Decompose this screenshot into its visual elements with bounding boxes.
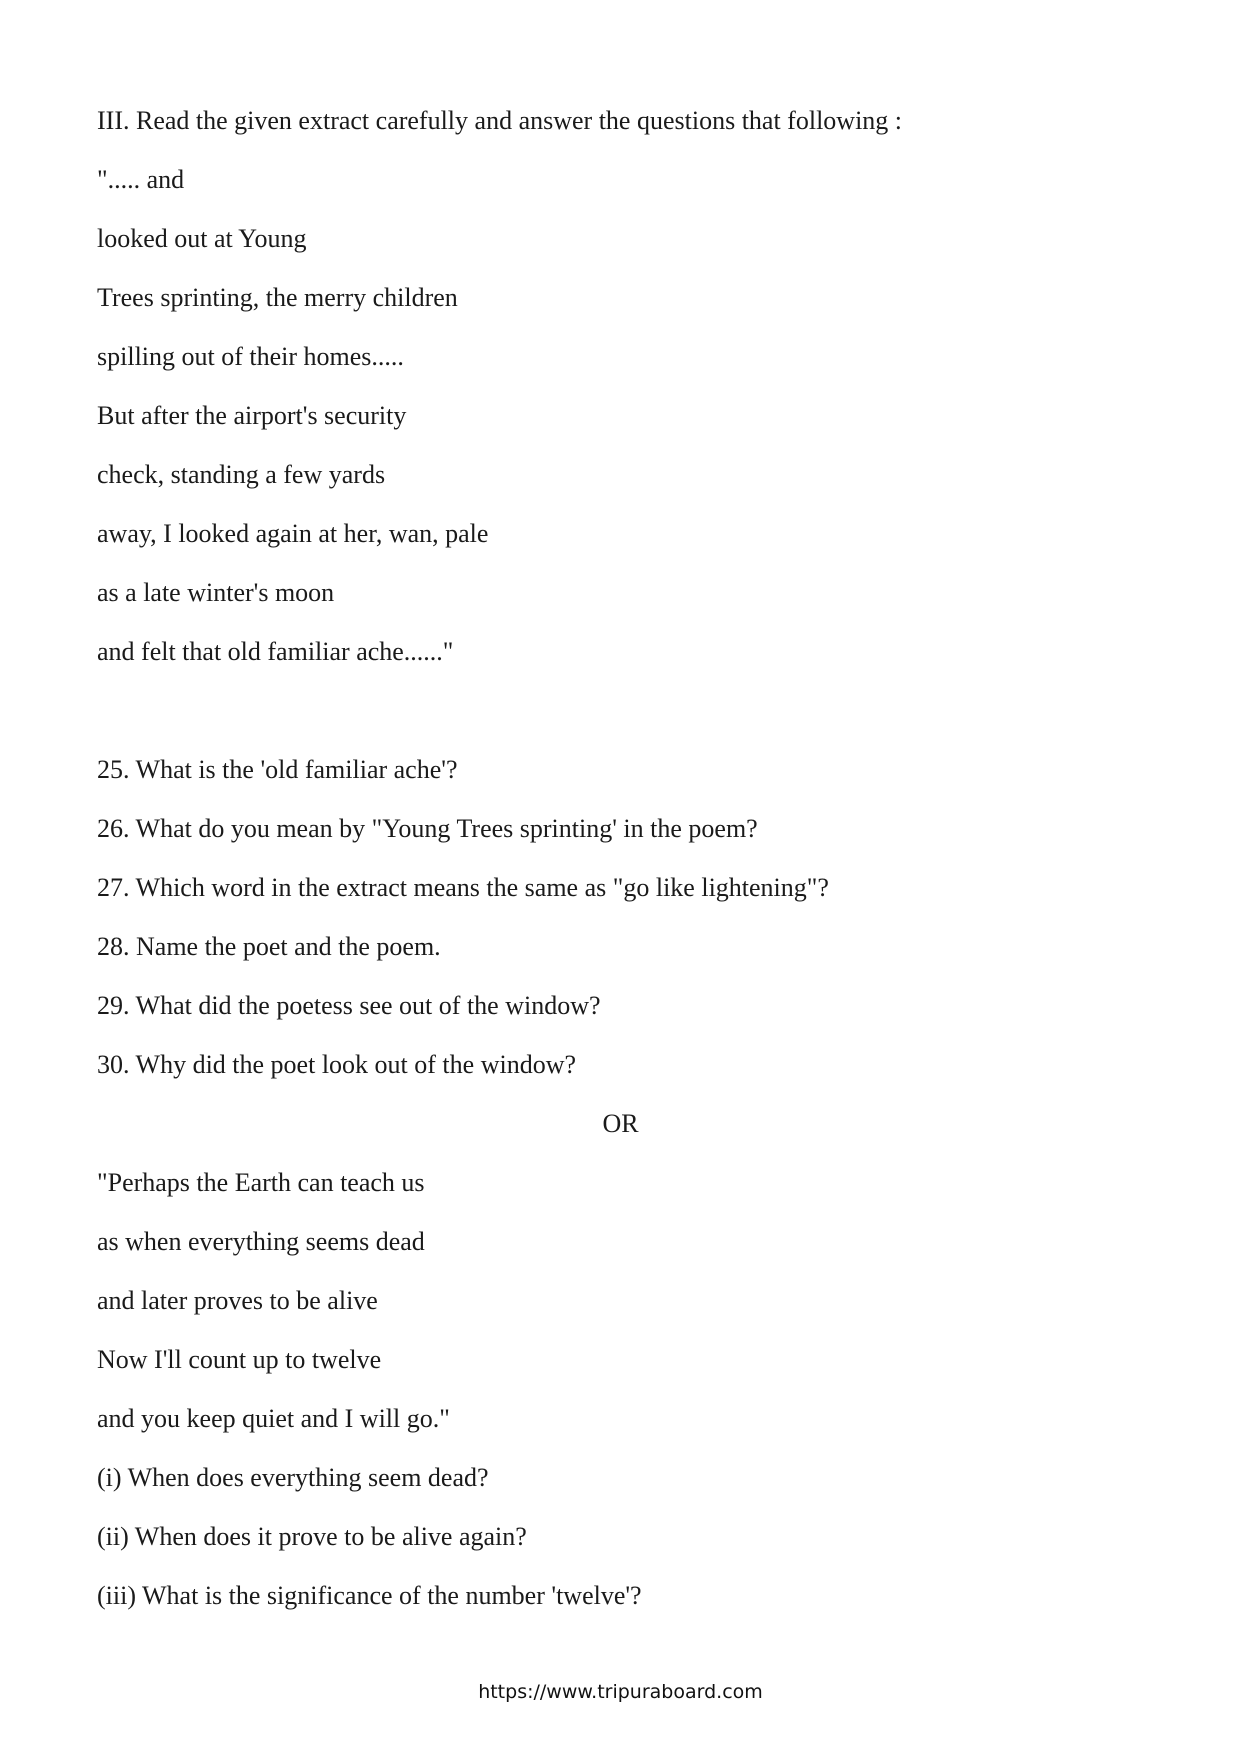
extract-line: away, I looked again at her, wan, pale: [97, 519, 489, 548]
section-instruction: III. Read the given extract carefully and answer the questions that following :: [97, 106, 903, 135]
question-item: 30. Why did the poet look out of the window?: [97, 1050, 577, 1079]
extract-line: "Perhaps the Earth can teach us: [97, 1168, 425, 1197]
extract-line: Trees sprinting, the merry children: [97, 283, 458, 312]
extract-line: and felt that old familiar ache......": [97, 637, 454, 666]
extract-line: "..... and: [97, 165, 185, 194]
question-item: (ii) When does it prove to be alive again?: [97, 1522, 527, 1551]
extract-line: looked out at Young: [97, 224, 307, 253]
extract-line: But after the airport's security: [97, 401, 407, 430]
question-item: (i) When does everything seem dead?: [97, 1463, 489, 1492]
extract-line: Now I'll count up to twelve: [97, 1345, 382, 1374]
extract-line: spilling out of their homes.....: [97, 342, 404, 371]
or-separator: OR: [602, 1109, 639, 1138]
extract-line: and you keep quiet and I will go.": [97, 1404, 450, 1433]
extract-line: check, standing a few yards: [97, 460, 386, 489]
question-item: 29. What did the poetess see out of the window?: [97, 991, 601, 1020]
question-item: 27. Which word in the extract means the same as "go like lightening"?: [97, 873, 829, 902]
question-item: (iii) What is the significance of the number 'twelve'?: [97, 1581, 642, 1610]
question-item: 28. Name the poet and the poem.: [97, 932, 441, 961]
extract-line: as a late winter's moon: [97, 578, 335, 607]
question-item: 25. What is the 'old familiar ache'?: [97, 755, 458, 784]
extract-line: as when everything seems dead: [97, 1227, 425, 1256]
question-item: 26. What do you mean by "Young Trees sprinting' in the poem?: [97, 814, 758, 843]
footer-url[interactable]: https://www.tripuraboard.com: [478, 1681, 763, 1703]
extract-line: and later proves to be alive: [97, 1286, 378, 1315]
